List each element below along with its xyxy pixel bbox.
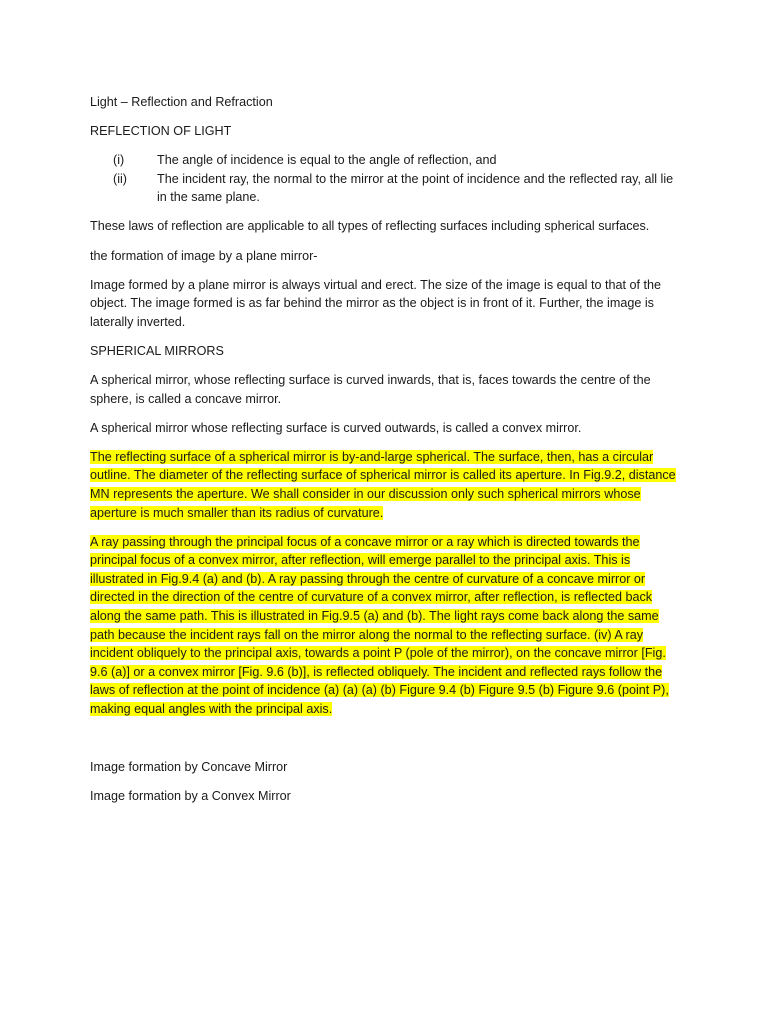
paragraph-laws-applicable: These laws of reflection are applicable to all types of reflecting surfaces including spherical surfaces. (90, 219, 650, 234)
paragraph-ray-rules-highlighted (90, 533, 680, 719)
paragraph-convex-mirror: A spherical mirror whose reflecting surface is curved outwards, is called a convex mirror. (90, 420, 582, 435)
paragraph-plane-mirror-intro: the formation of image by a plane mirror- (90, 248, 318, 263)
blank-line (90, 729, 680, 758)
heading-concave-image-formation: Image formation by Concave Mirror (90, 760, 288, 775)
heading-spherical-mirrors: SPHERICAL MIRRORS (90, 343, 224, 358)
list-item-number: (ii) (113, 171, 127, 186)
document-title: Light – Reflection and Refraction (90, 95, 273, 109)
paragraph-plane-mirror: Image formed by a plane mirror is always virtual and erect. The size of the image is equal to that of the object. The image formed is as far behind the mirror as the object is in front of it. Further, the image is laterally inverted. (90, 277, 661, 329)
highlighted-text: A ray passing through the principal focus of a concave mirror or a ray which is directed towards the principal focus of a convex mirror, after reflection, will emerge parallel to the principal axis. This is illustrated in Fig.9.4 (a) and (b). A ray passing through the centre of curvature of a concave mirror or directed in the direction of the centre of curvature of a convex mirror, after reflection, is reflected back along the same path. This is illustrated in Fig.9.5 (a) and (b). The light rays come back along the same path because the incident rays fall on the mirror along the normal to the reflecting surface. (iv) A ray incident obliquely to the principal axis, towards a point P (pole of the mirror), on the concave mirror [Fig. 9.6 (a)] or a convex mirror [Fig. 9.6 (b)], is reflected obliquely. The incident and reflected rays follow the laws of reflection at the point of incidence (a) (a) (a) (b) Figure 9.4 (b) Figure 9.5 (b) Figure 9.6 (point P), making equal angles with the principal axis. (90, 534, 669, 717)
document-page (90, 93, 680, 816)
paragraph-concave-mirror: A spherical mirror, whose reflecting surface is curved inwards, that is, faces towards the centre of the sphere, is called a concave mirror. (90, 373, 651, 406)
paragraph-aperture-highlighted (90, 448, 680, 522)
list-item-text: The angle of incidence is equal to the angle of reflection, and (157, 153, 497, 168)
heading-reflection-of-light: REFLECTION OF LIGHT (90, 124, 232, 139)
list-item (90, 151, 680, 170)
laws-of-reflection-list (90, 151, 680, 207)
highlighted-text: The reflecting surface of a spherical mirror is by-and-large spherical. The surface, then, has a circular outline. The diameter of the reflecting surface of spherical mirror is called its aperture. In Fig.9.2, distance MN represents the aperture. We shall consider in our discussion only such spherical mirrors whose aperture is much smaller than its radius of curvature. (90, 449, 676, 520)
heading-convex-image-formation: Image formation by a Convex Mirror (90, 789, 291, 804)
list-item-text: The incident ray, the normal to the mirror at the point of incidence and the reflected ray, all lie in the same plane. (157, 171, 674, 205)
list-item (90, 170, 680, 207)
list-item-number: (i) (113, 153, 125, 168)
